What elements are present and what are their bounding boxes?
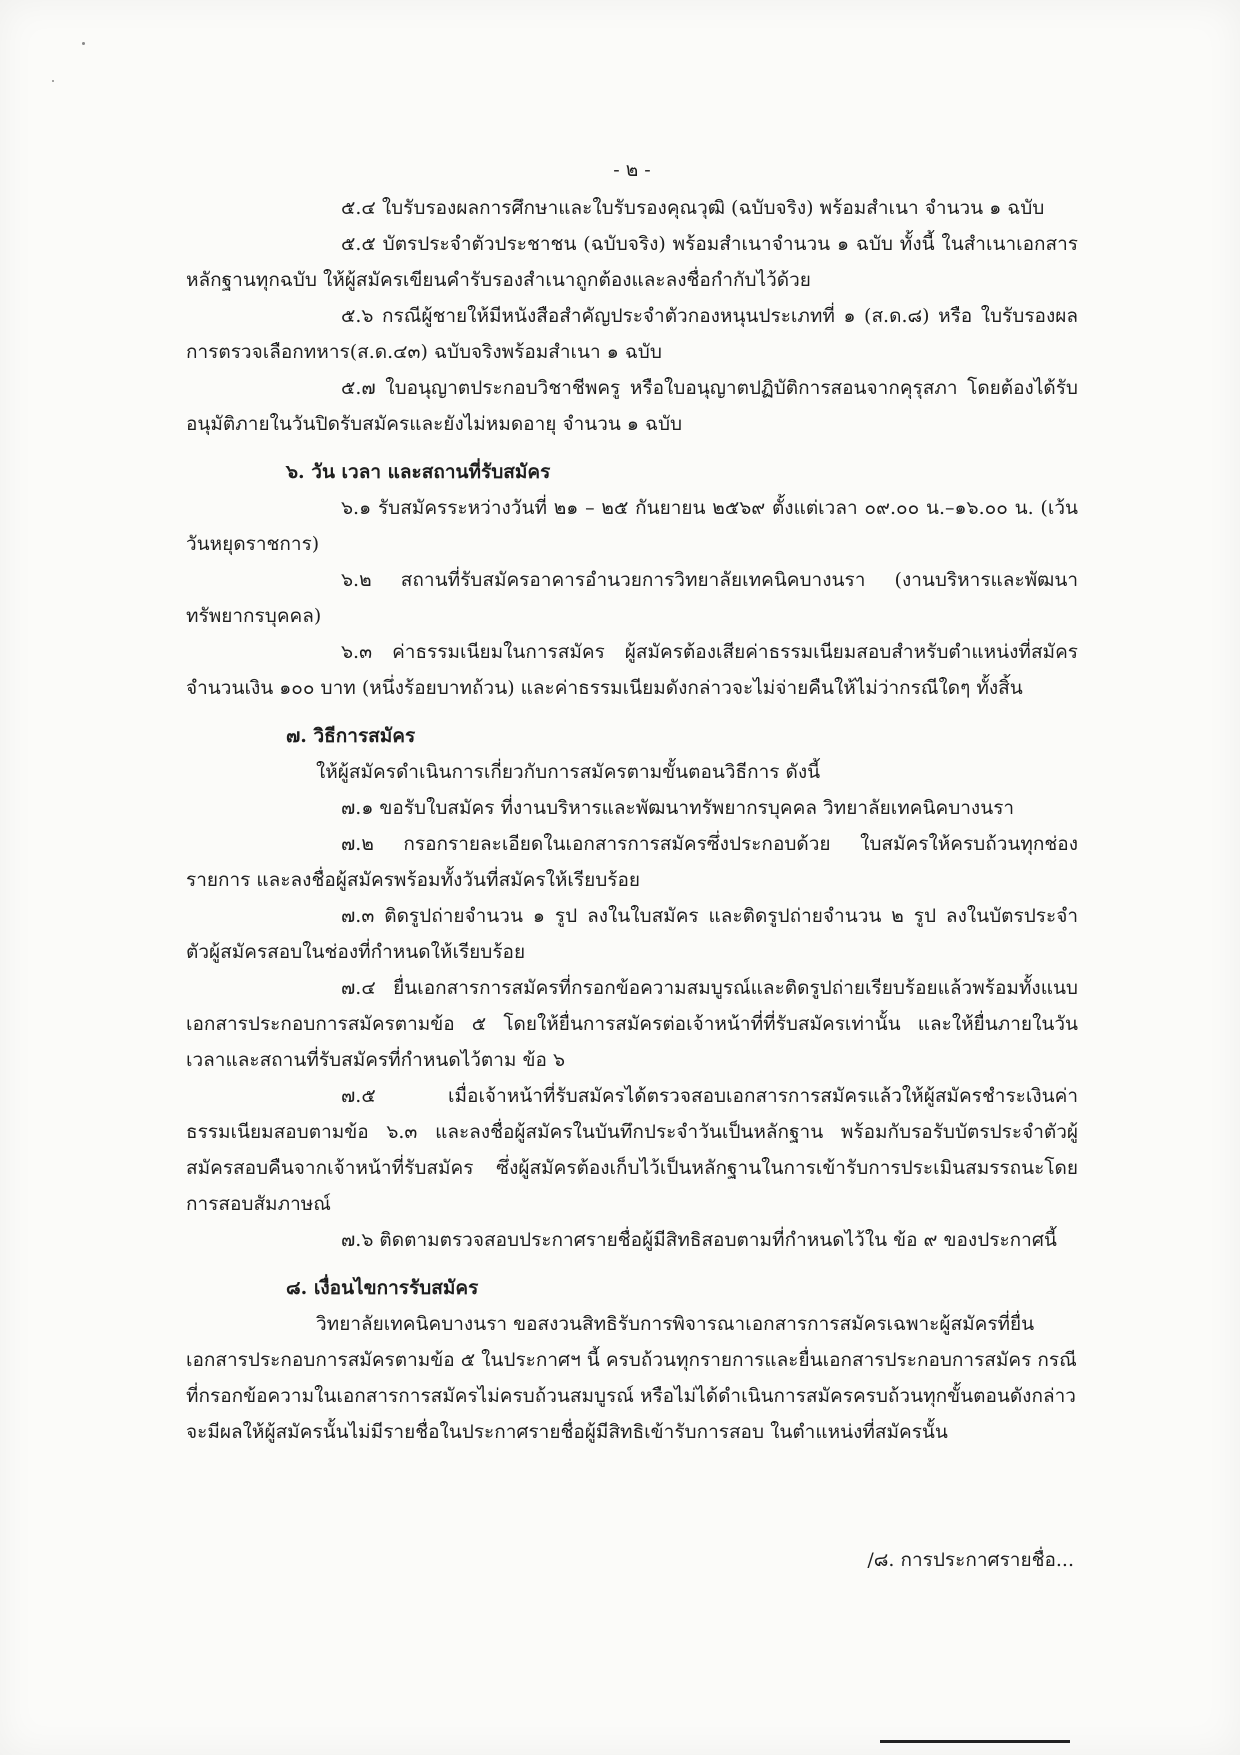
page-number: - ๒ - — [613, 159, 651, 181]
paragraph: ๗.๒ กรอกรายละเอียดในเอกสารการสมัครซึ่งประกอบด้วย ใบสมัครให้ครบถ้วนทุกช่องรายการ และลงชื่อผู้สมัครพร้อมทั้งวันที่สมัครให้เรียบร้อย — [186, 833, 1078, 891]
paragraph: ๗.๖ ติดตามตรวจสอบประกาศรายชื่อผู้มีสิทธิสอบตามที่กำหนดไว้ใน ข้อ ๙ ของประกาศนี้ — [341, 1229, 1057, 1251]
section-heading: ๗. วิธีการสมัคร — [286, 725, 416, 747]
section-heading: ๖. วัน เวลา และสถานที่รับสมัคร — [286, 461, 551, 483]
document-content — [186, 190, 1078, 1450]
paragraph: ๗.๕ เมื่อเจ้าหน้าที่รับสมัครได้ตรวจสอบเอกสารการสมัครแล้วให้ผู้สมัครชำระเงินค่าธรรมเนียมสอบตามข้อ ๖.๓ และลงชื่อผู้สมัครในบันทึกประจำวันเป็นหลักฐาน พร้อมกับรอรับบัตรประจำตัวผู้สมัครสอบคืนจากเจ้าหน้าที่รับสมัคร ซึ่งผู้สมัครต้องเก็บไว้เป็นหลักฐานในการเข้ารับการประเมินสมรรถนะโดยการสอบสัมภาษณ์ — [186, 1085, 1078, 1215]
document-body — [186, 150, 1078, 1450]
paragraph: วิทยาลัยเทคนิคบางนรา ขอสงวนสิทธิรับการพิจารณาเอกสารการสมัครเฉพาะผู้สมัครที่ยื่นเอกสารประกอบการสมัครตามข้อ ๕ ในประกาศฯ นี้ ครบถ้วนทุกรายการและยื่นเอกสารประกอบการสมัคร กรณีที่กรอกข้อความในเอกสารการสมัครไม่ครบถ้วนสมบูรณ์ หรือไม่ได้ดำเนินการสมัครครบถ้วนทุกขั้นตอนดังกล่าวจะมีผลให้ผู้สมัครนั้นไม่มีรายชื่อในประกาศรายชื่อผู้มีสิทธิเข้ารับการสอบ ในตำแหน่งที่สมัครนั้น — [186, 1313, 1077, 1443]
paragraph: ๕.๖ กรณีผู้ชายให้มีหนังสือสำคัญประจำตัวกองหนุนประเภทที่ ๑ (ส.ด.๘) หรือ ใบรับรองผลการตรวจเลือกทหาร(ส.ด.๔๓) ฉบับจริงพร้อมสำเนา ๑ ฉบับ — [186, 305, 1078, 363]
paragraph: ให้ผู้สมัครดำเนินการเกี่ยวกับการสมัครตามขั้นตอนวิธีการ ดังนี้ — [316, 761, 821, 783]
paragraph: ๕.๔ ใบรับรองผลการศึกษาและใบรับรองคุณวุฒิ (ฉบับจริง) พร้อมสำเนา จำนวน ๑ ฉบับ — [341, 197, 1045, 219]
continuation-note: /๘. การประกาศรายชื่อ... — [867, 1549, 1074, 1571]
section-heading: ๘. เงื่อนไขการรับสมัคร — [286, 1277, 479, 1299]
paragraph: ๗.๔ ยื่นเอกสารการสมัครที่กรอกข้อความสมบูรณ์และติดรูปถ่ายเรียบร้อยแล้วพร้อมทั้งแนบเอกสารประกอบการสมัครตามข้อ ๕ โดยให้ยื่นการสมัครต่อเจ้าหน้าที่ที่รับสมัครเท่านั้น และให้ยื่นภายในวันเวลาและสถานที่รับสมัครที่กำหนดไว้ตาม ข้อ ๖ — [186, 977, 1078, 1071]
bottom-rule — [880, 1740, 1070, 1743]
paragraph: ๖.๓ ค่าธรรมเนียมในการสมัคร ผู้สมัครต้องเสียค่าธรรมเนียมสอบสำหรับตำแหน่งที่สมัครจำนวนเงิน ๑๐๐ บาท (หนึ่งร้อยบาทถ้วน) และค่าธรรมเนียมดังกล่าวจะไม่จ่ายคืนให้ไม่ว่ากรณีใดๆ ทั้งสิ้น — [186, 641, 1078, 699]
paragraph: ๕.๕ บัตรประจำตัวประชาชน (ฉบับจริง) พร้อมสำเนาจำนวน ๑ ฉบับ ทั้งนี้ ในสำเนาเอกสารหลักฐานทุกฉบับ ให้ผู้สมัครเขียนคำรับรองสำเนาถูกต้องและลงชื่อกำกับไว้ด้วย — [186, 233, 1078, 291]
paragraph: ๗.๓ ติดรูปถ่ายจำนวน ๑ รูป ลงในใบสมัคร และติดรูปถ่ายจำนวน ๒ รูป ลงในบัตรประจำตัวผู้สมัครสอบในช่องที่กำหนดให้เรียบร้อย — [186, 905, 1078, 963]
scan-speck — [52, 80, 54, 82]
scan-speck — [82, 42, 85, 45]
paragraph: ๕.๗ ใบอนุญาตประกอบวิชาชีพครู หรือใบอนุญาตปฏิบัติการสอนจากคุรุสภา โดยต้องได้รับอนุมัติภายในวันปิดรับสมัครและยังไม่หมดอายุ จำนวน ๑ ฉบับ — [186, 377, 1078, 435]
paragraph: ๖.๒ สถานที่รับสมัครอาคารอำนวยการวิทยาลัยเทคนิคบางนรา (งานบริหารและพัฒนาทรัพยากรบุคคล) — [186, 569, 1078, 627]
paragraph: ๗.๑ ขอรับใบสมัคร ที่งานบริหารและพัฒนาทรัพยากรบุคคล วิทยาลัยเทคนิคบางนรา — [341, 797, 1015, 819]
paragraph: ๖.๑ รับสมัครระหว่างวันที่ ๒๑ – ๒๕ กันยายน ๒๕๖๙ ตั้งแต่เวลา ๐๙.๐๐ น.–๑๖.๐๐ น. (เว้นวันหยุดราชการ) — [186, 497, 1078, 555]
